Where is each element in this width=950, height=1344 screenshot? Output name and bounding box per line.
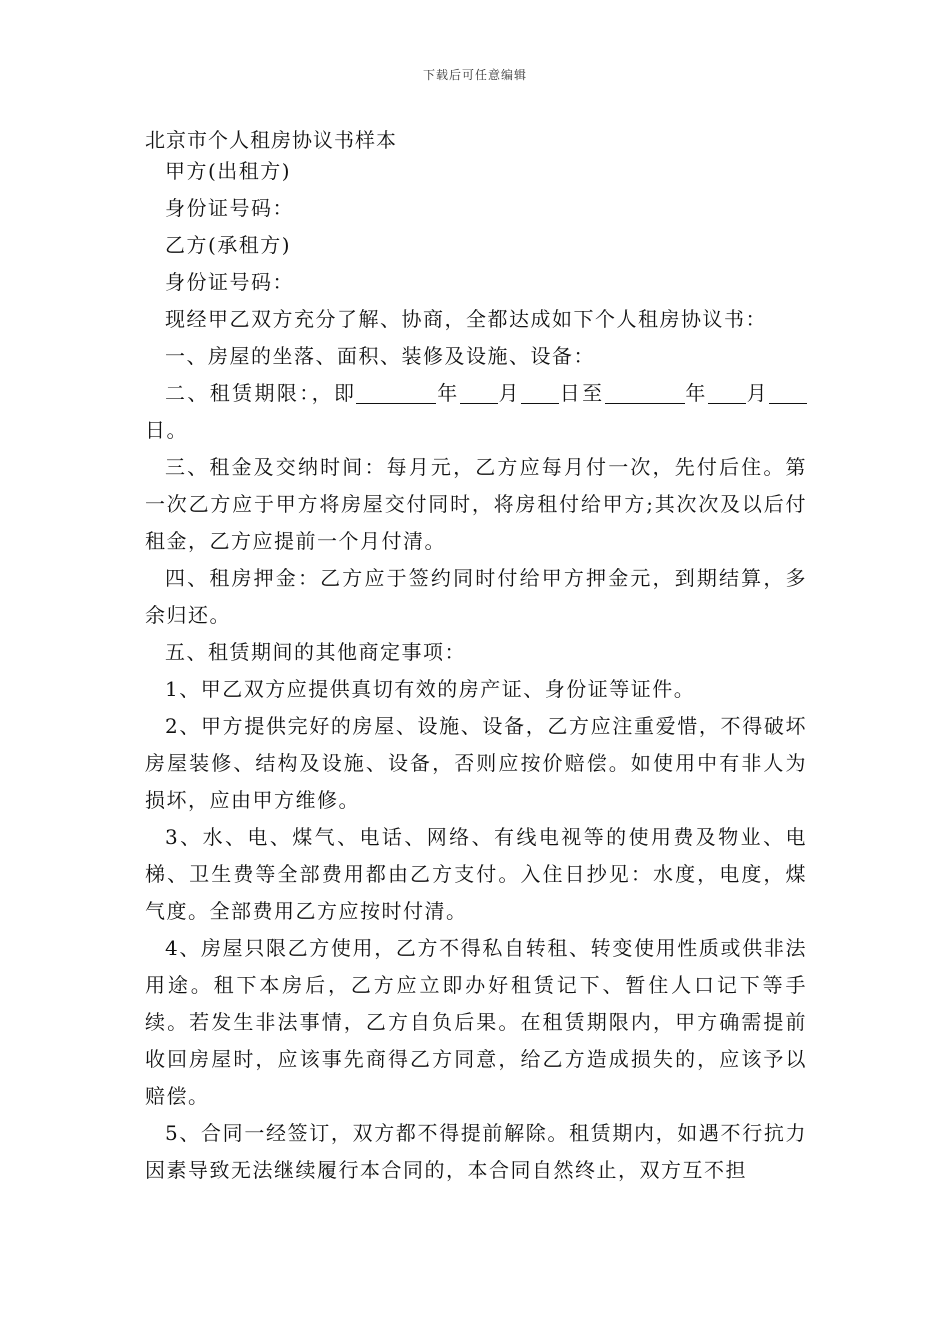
- section-4: 四、租房押金：乙方应于签约同时付给甲方押金元，到期结算，多余归还。: [145, 566, 807, 627]
- blank-line: [521, 381, 559, 404]
- item-3: 3、水、电、煤气、电话、网络、有线电视等的使用费及物业、电梯、卫生费等全部费用都由乙方支付。入住日抄见：水度，电度，煤气度。全部费用乙方应按时付清。: [145, 825, 807, 923]
- year-label: 年: [684, 381, 708, 405]
- section-2-lead: 二、租赁期限：，即: [165, 381, 357, 405]
- item-2: 2、甲方提供完好的房屋、设施、设备，乙方应注重爱惜，不得破坏房屋装修、结构及设施、设备，否则应按价赔偿。如使用中有非人为损坏，应由甲方维修。: [145, 714, 807, 812]
- section-2: [145, 375, 807, 449]
- item-1: 1、甲乙双方应提供真切有效的房产证、身份证等证件。: [165, 677, 696, 701]
- blank-line: [708, 381, 746, 404]
- document-title: 北京市个人租房协议书样本: [145, 128, 397, 152]
- section-5: 五、租赁期间的其他商定事项：: [165, 640, 466, 664]
- year-label: 年: [436, 381, 460, 405]
- blank-line: [769, 381, 807, 404]
- day-end-label: 日。: [145, 418, 188, 442]
- intro-paragraph: 现经甲乙双方充分了解、协商，全都达成如下个人租房协议书：: [165, 307, 767, 331]
- item-4: 4、房屋只限乙方使用，乙方不得私自转租、转变使用性质或供非法用途。租下本房后，乙方应立即办好租赁记下、暂住人口记下等手续。若发生非法事情，乙方自负后果。在租赁期限内，甲方确需提前收回房屋时，应该事先商得乙方同意，给乙方造成损失的，应该予以赔偿。: [145, 936, 807, 1108]
- blank-line: [356, 381, 436, 404]
- party-a-id-label: 身份证号码：: [165, 196, 294, 220]
- party-b-label: 乙方(承租方): [165, 233, 292, 257]
- item-5: 5、合同一经签订，双方都不得提前解除。租赁期内，如遇不行抗力因素导致无法继续履行本合同的，本合同自然终止，双方互不担: [145, 1121, 807, 1182]
- header-note: 下载后可任意编辑: [422, 68, 527, 82]
- party-b-id-label: 身份证号码：: [165, 270, 294, 294]
- section-1: 一、房屋的坐落、面积、装修及设施、设备：: [165, 344, 595, 368]
- blank-line: [460, 381, 498, 404]
- document-body: [145, 153, 807, 1189]
- party-a-label: 甲方(出租方): [165, 159, 292, 183]
- month-label: 月: [745, 381, 769, 405]
- month-label: 月: [497, 381, 521, 405]
- day-to-label: 日至: [558, 381, 605, 405]
- blank-line: [605, 381, 685, 404]
- section-3: 三、租金及交纳时间：每月元，乙方应每月付一次，先付后住。第一次乙方应于甲方将房屋交付同时，将房租付给甲方;其次次及以后付租金，乙方应提前一个月付清。: [145, 455, 807, 553]
